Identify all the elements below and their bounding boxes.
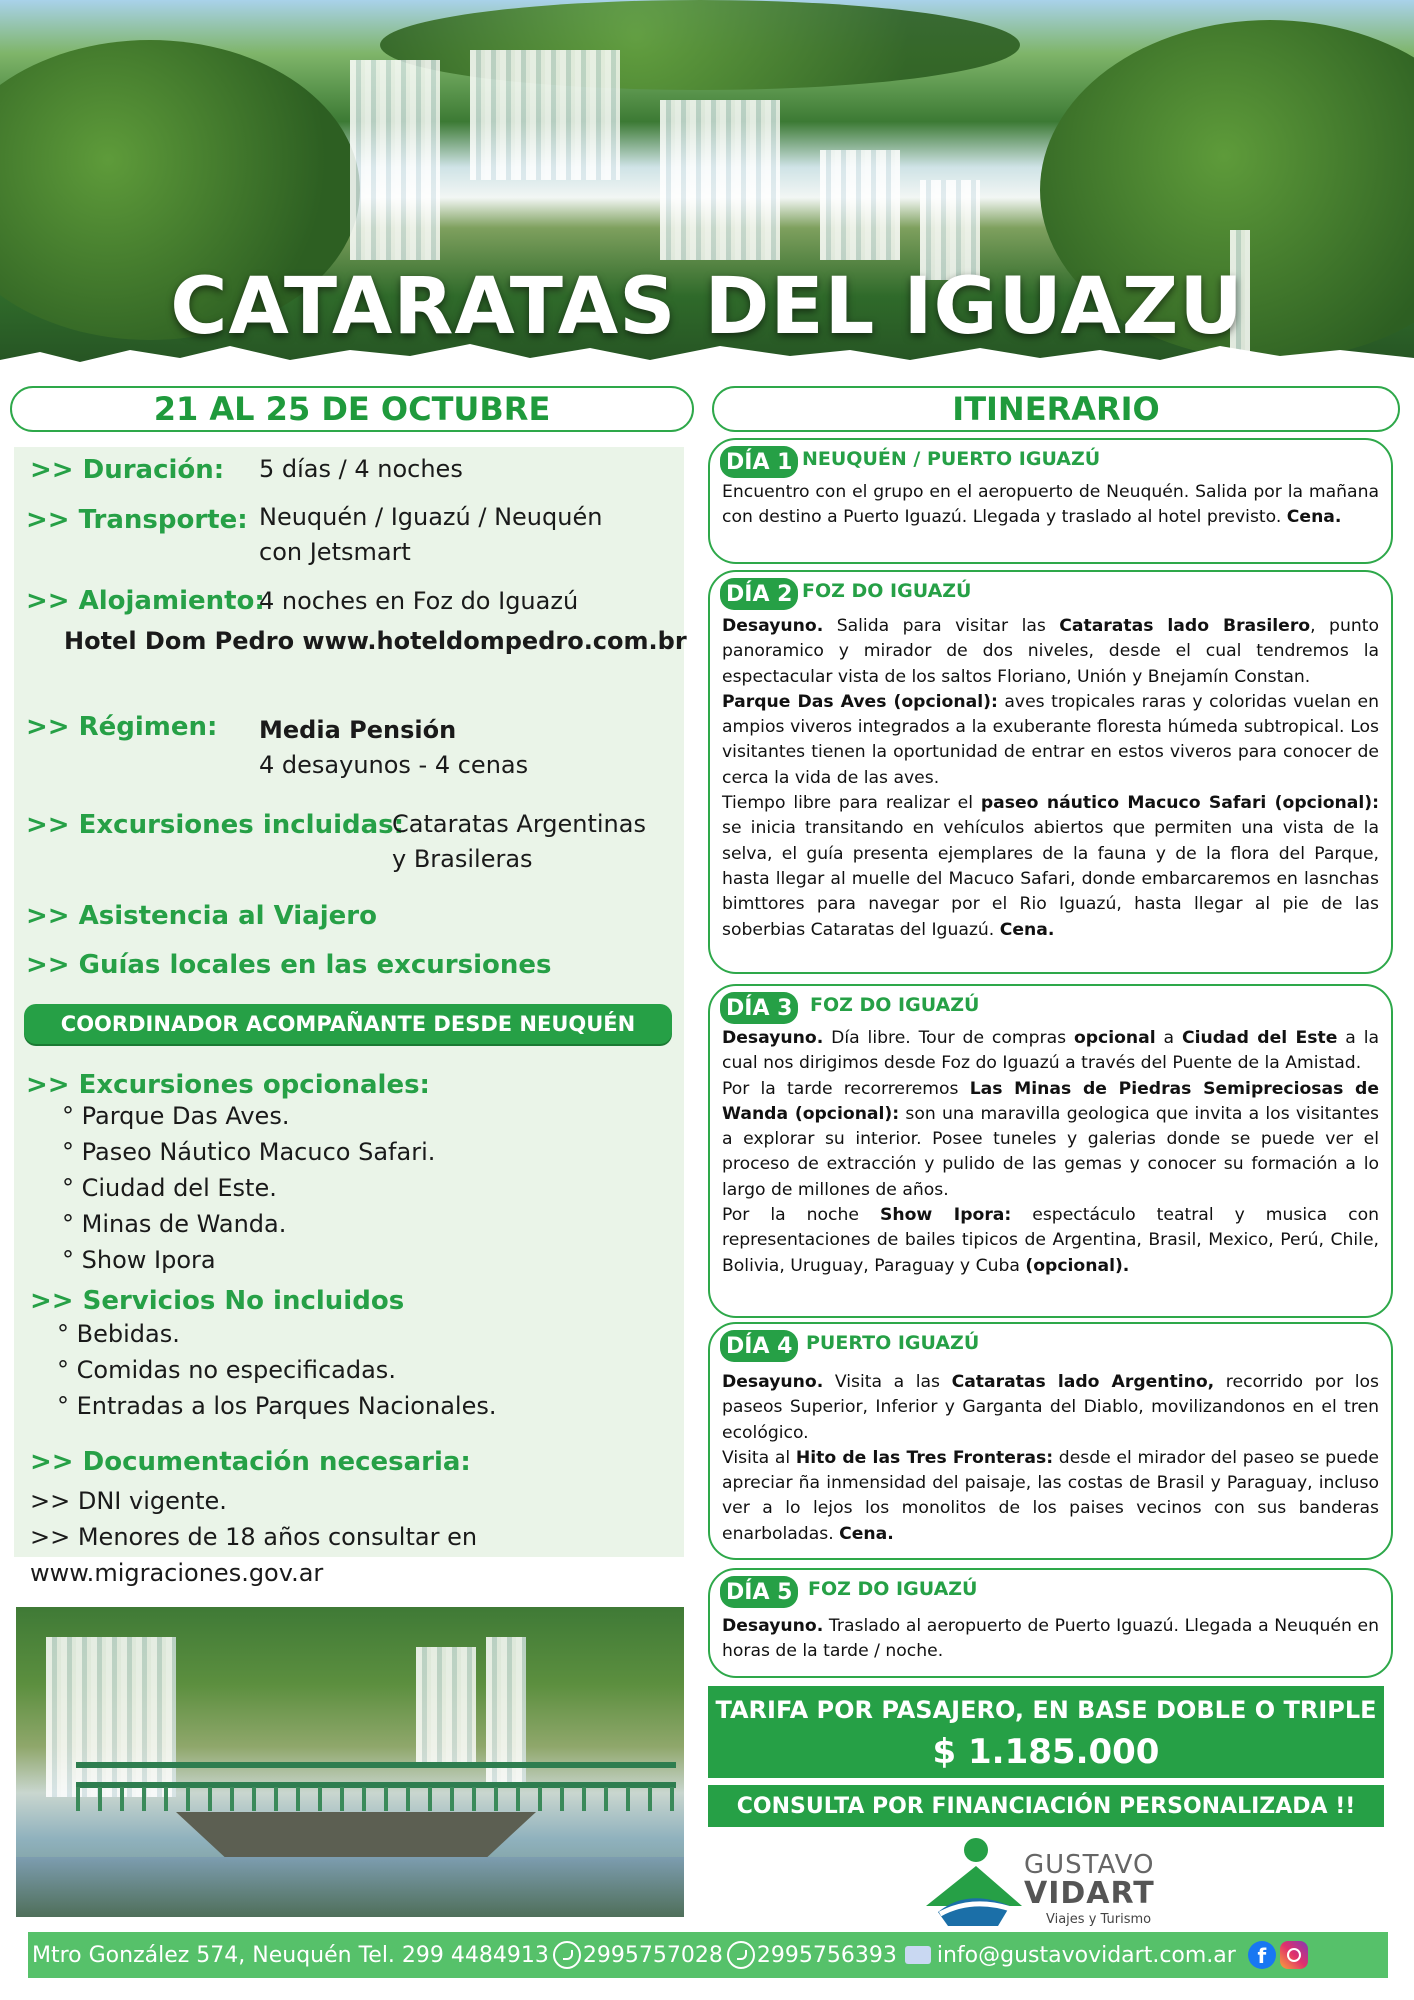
list-item: >> DNI vigente. (30, 1487, 227, 1515)
list-item: www.migraciones.gov.ar (30, 1559, 324, 1587)
walkway-photo (16, 1607, 684, 1917)
list-item: >> Menores de 18 años consultar en (30, 1523, 478, 1551)
itinerary-heading: ITINERARIO (712, 386, 1400, 432)
instagram-icon[interactable] (1280, 1941, 1308, 1969)
opcionales-label: >> Excursiones opcionales: (26, 1070, 430, 1100)
list-item: ° Ciudad del Este. (62, 1174, 277, 1202)
list-item: ° Bebidas. (57, 1320, 180, 1348)
excursiones-value-1: Cataratas Argentinas (392, 810, 646, 838)
documentacion-label: >> Documentación necesaria: (30, 1447, 471, 1477)
day-card-5 (708, 1568, 1393, 1678)
opcionales-list (62, 1098, 435, 1278)
hotel-name: Hotel Dom Pedro www.hoteldompedro.com.br (64, 627, 687, 655)
day-title: NEUQUÉN / PUERTO IGUAZÚ (802, 448, 1101, 470)
alojamiento-label: >> Alojamiento: (26, 586, 265, 616)
regimen-label: >> Régimen: (26, 712, 218, 742)
day-tag: DÍA 2 (720, 578, 798, 610)
list-item: ° Parque Das Aves. (62, 1102, 290, 1130)
logo-mark-icon (918, 1836, 1028, 1928)
list-item: ° Comidas no especificadas. (57, 1356, 396, 1384)
day-text: Encuentro con el grupo en el aeropuerto de Neuquén. Salida por la mañana con destino a Puerto Iguazú. Llegada y traslado al hotel previsto. Cena. (722, 482, 1379, 528)
day-card-1 (708, 438, 1393, 564)
transporte-value-2: con Jetsmart (259, 538, 411, 566)
day-title: FOZ DO IGUAZÚ (810, 994, 980, 1016)
brand-line-3: Viajes y Turismo (1046, 1912, 1152, 1927)
documentacion-list (30, 1483, 477, 1591)
brand-line-2: VIDART (1024, 1876, 1155, 1911)
regimen-value-1: Media Pensión (259, 716, 457, 744)
excursiones-value-2: y Brasileras (392, 845, 533, 873)
day-tag: DÍA 3 (720, 992, 798, 1024)
day-text: Desayuno. Visita a las Cataratas lado Argentino, recorrido por los paseos Superior, Inferior y Garganta del Diablo, movilizandonos en el tren ecológico. Visita al Hito de las Tres Fronteras: desde el mirador del paseo se puede apreciar ña inmensidad del paisaje, las costas de Brasil y Paraguay, incluso ver a lo lejos los monolitos de los paises vecinos con sus banderas enarboladas. Cena. (722, 1372, 1379, 1544)
list-item: ° Paseo Náutico Macuco Safari. (62, 1138, 436, 1166)
price-label: TARIFA POR PASAJERO, EN BASE DOBLE O TRIPLE (715, 1696, 1377, 1724)
footer-phone-1[interactable]: 2995757028 (582, 1942, 723, 1968)
brand-line-1: GUSTAVO (1024, 1850, 1155, 1880)
transporte-label: >> Transporte: (26, 505, 248, 535)
day-tag: DÍA 1 (720, 446, 798, 478)
hero-image (0, 0, 1414, 380)
coordinador-badge: COORDINADOR ACOMPAÑANTE DESDE NEUQUÉN (24, 1004, 672, 1044)
alojamiento-value: 4 noches en Foz do Iguazú (259, 587, 579, 615)
excursiones-label: >> Excursiones incluidas: (26, 810, 405, 840)
asistencia-label: >> Asistencia al Viajero (26, 901, 377, 931)
regimen-value-2: 4 desayunos - 4 cenas (259, 751, 529, 779)
guias-label: >> Guías locales en las excursiones (26, 950, 552, 980)
mail-icon (905, 1946, 931, 1964)
list-item: ° Show Ipora (62, 1246, 216, 1274)
price-value: $ 1.185.000 (932, 1732, 1160, 1772)
duracion-label: >> Duración: (30, 455, 225, 485)
duracion-value: 5 días / 4 noches (259, 455, 463, 483)
whatsapp-icon (553, 1941, 581, 1969)
day-text: Desayuno. Día libre. Tour de compras opcional a Ciudad del Este a la cual nos dirigimos desde Foz do Iguazú a través del Puente de la Amistad. Por la tarde recorreremos Las Minas de Piedras Semipreciosas de Wanda (opcional): son una maravilla geologica que invita a los visitantes a explorar su interior. Posee tuneles y galerias donde se puede ver el proceso de extracción y pulido de las gemas y conocer su formación a lo largo de millones de años. Por la noche Show Ipora: espectáculo teatral y musica con representaciones de bailes tipicos de Argentina, Brasil, Mexico, Perú, Chile, Bolivia, Uruguay, Paraguay y Cuba (opcional). (722, 1028, 1380, 1276)
day-title: FOZ DO IGUAZÚ (808, 1578, 978, 1600)
day-card-3 (708, 984, 1393, 1318)
day-text: Desayuno. Salida para visitar las Cataratas lado Brasilero, punto panoramico y mirador de dos niveles, desde el cual tendremos la espectacular vista de los saltos Floriano, Unión y Bnejamín Constan. Parque Das Aves (opcional): aves tropicales raras y coloridas vuelan en ampios viveros integrados a la exuberante floresta húmeda subtropical. Los visitantes tienen la oportunidad de entrar en estos viveros para conocer de cerca la vida de las aves. Tiempo libre para realizar el paseo náutico Macuco Safari (opcional): se inicia transitando en vehículos abiertos que permiten una vista de la selva, el guía presenta ejemplares de la fauna y de la flora del Parque, hasta llegar al muelle del Macuco Safari, donde embarcaremos en lasnchas bimttores para navegar por el Rio Iguazú, hasta llegar al pie de las soberbias Cataratas del Iguazú. Cena. (722, 616, 1379, 940)
no-incluidos-label: >> Servicios No incluidos (30, 1286, 405, 1316)
day-tag: DÍA 4 (720, 1330, 798, 1362)
list-item: ° Minas de Wanda. (62, 1210, 287, 1238)
facebook-icon[interactable]: f (1248, 1941, 1276, 1969)
brand-logo (918, 1836, 1188, 1928)
dates-heading: 21 AL 25 DE OCTUBRE (10, 386, 694, 432)
list-item: ° Entradas a los Parques Nacionales. (57, 1392, 497, 1420)
page-title: CATARATAS DEL IGUAZU (170, 262, 1244, 352)
price-box (708, 1686, 1384, 1778)
day-card-2 (708, 570, 1393, 974)
footer-bar (28, 1932, 1388, 1978)
footer-email[interactable]: info@gustavovidart.com.ar (936, 1942, 1236, 1968)
day-title: FOZ DO IGUAZÚ (802, 580, 972, 602)
footer-address: Mtro González 574, Neuquén Tel. 299 4484913 (32, 1942, 549, 1968)
financing-banner: CONSULTA POR FINANCIACIÓN PERSONALIZADA !! (708, 1785, 1384, 1827)
footer-phone-2[interactable]: 2995756393 (756, 1942, 897, 1968)
day-title: PUERTO IGUAZÚ (806, 1332, 980, 1354)
day-text: Desayuno. Traslado al aeropuerto de Puerto Iguazú. Llegada a Neuquén en horas de la tarde / noche. (722, 1616, 1379, 1662)
day-card-4 (708, 1322, 1393, 1560)
no-incluidos-list (57, 1316, 496, 1424)
whatsapp-icon (727, 1941, 755, 1969)
day-tag: DÍA 5 (720, 1576, 798, 1608)
transporte-value-1: Neuquén / Iguazú / Neuquén (259, 503, 603, 531)
